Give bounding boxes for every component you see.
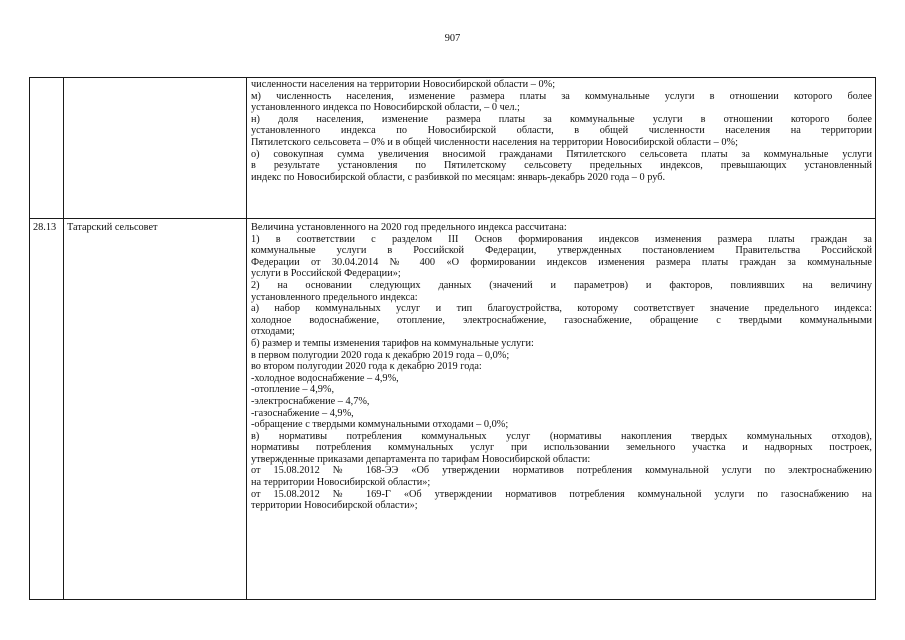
table-row — [30, 219, 876, 600]
description-text — [247, 219, 875, 513]
text-line: а) набор коммунальных услуг и тип благоустройства, которому соответствует значение предельного индекса: — [251, 303, 872, 315]
text-line: установленного индекса по Новосибирской области, в общей численности населения на территории — [251, 125, 872, 137]
text-line: -электроснабжение – 4,7%, — [251, 395, 370, 407]
text-line: индекс по Новосибирской области, с разбивкой по месяцам: январь-декабрь 2020 года – 0 руб. — [251, 171, 666, 183]
row-number-cell — [30, 78, 64, 219]
municipality-name — [64, 78, 246, 80]
text-line: установленного индекса по Новосибирской области, – 0 чел.; — [251, 102, 520, 114]
text-line: Пятилетского сельсовета – 0% и в общей численности населения на территории Новосибирской области – 0%; — [251, 136, 738, 148]
text-line: утвержденные приказами департамента по тарифам Новосибирской области: — [251, 453, 591, 465]
text-line: 2) на основании следующих данных (значений и параметров) и факторов, повлиявших на величину — [251, 279, 872, 291]
text-line: отходами; — [251, 326, 295, 338]
text-line: н) доля населения, изменение размера платы за коммунальные услуги в отношении которого более — [251, 113, 872, 125]
table-row — [30, 78, 876, 219]
text-line: холодное водоснабжение, отопление, электроснабжение, газоснабжение, обращение с твердыми коммунальными — [251, 314, 872, 326]
text-line: -газоснабжение – 4,9%, — [251, 407, 354, 419]
table-body — [30, 78, 876, 600]
text-line: Федерации от 30.04.2014 № 400 «О формировании индексов изменения размера платы граждан за коммунальные — [251, 256, 872, 268]
description-cell — [247, 219, 876, 600]
text-line: территории Новосибирской области»; — [251, 500, 418, 512]
text-line: в) нормативы потребления коммунальных услуг (нормативы накопления твердых коммунальных отходов), — [251, 430, 872, 442]
text-line: о) совокупная сумма увеличения вносимой гражданами Пятилетского сельсовета платы за коммунальные услуги — [251, 148, 872, 160]
text-line: от 15.08.2012 № 169-Г «Об утверждении нормативов потребления коммунальной услуги по газоснабжению на — [251, 488, 872, 500]
text-line: в результате установления по Пятилетскому сельсовету предельных индексов, превышающих установленный — [251, 160, 872, 172]
text-line: Величина установленного на 2020 год предельного индекса рассчитана: — [251, 222, 567, 233]
text-line: установленного предельного индекса: — [251, 291, 418, 303]
text-line: м) численность населения, изменение размера платы за коммунальные услуги в отношении которого более — [251, 90, 872, 102]
text-line: во втором полугодии 2020 года к декабрю 2019 года: — [251, 361, 482, 373]
municipality-name-cell — [64, 78, 247, 219]
text-line: -отопление – 4,9%, — [251, 384, 335, 396]
municipality-name-cell — [64, 219, 247, 600]
row-number-cell — [30, 219, 64, 600]
text-line: на территории Новосибирской области»; — [251, 477, 431, 489]
content-table — [29, 77, 876, 600]
text-line: численности населения на территории Новосибирской области – 0%; — [251, 79, 556, 90]
text-line: -обращение с твердыми коммунальными отходами – 0,0%; — [251, 419, 509, 431]
text-line: коммунальные услуги в Российской Федерации, утвержденных постановлением Правительства Российской — [251, 245, 872, 257]
description-cell — [247, 78, 876, 219]
text-line: нормативы потребления коммунальных услуг при использовании земельного участка и надворных построек, — [251, 442, 872, 454]
municipality-name: Татарский сельсовет — [67, 222, 158, 233]
text-line: услуги в Российской Федерации»; — [251, 268, 401, 280]
page-number: 907 — [444, 33, 461, 44]
text-line: -холодное водоснабжение – 4,9%, — [251, 372, 399, 384]
text-line: в первом полугодии 2020 года к декабрю 2019 года – 0,0%; — [251, 349, 510, 361]
description-text — [247, 78, 875, 184]
row-number — [30, 78, 63, 80]
text-line: б) размер и темпы изменения тарифов на коммунальные услуги: — [251, 337, 534, 349]
text-line: от 15.08.2012 № 168-ЭЭ «Об утверждении нормативов потребления коммунальной услуги по электроснабжению — [251, 465, 872, 477]
text-line: 1) в соответствии с разделом III Основ формирования индексов изменения размера платы граждан за — [251, 233, 872, 245]
row-number: 28.13 — [33, 222, 57, 233]
